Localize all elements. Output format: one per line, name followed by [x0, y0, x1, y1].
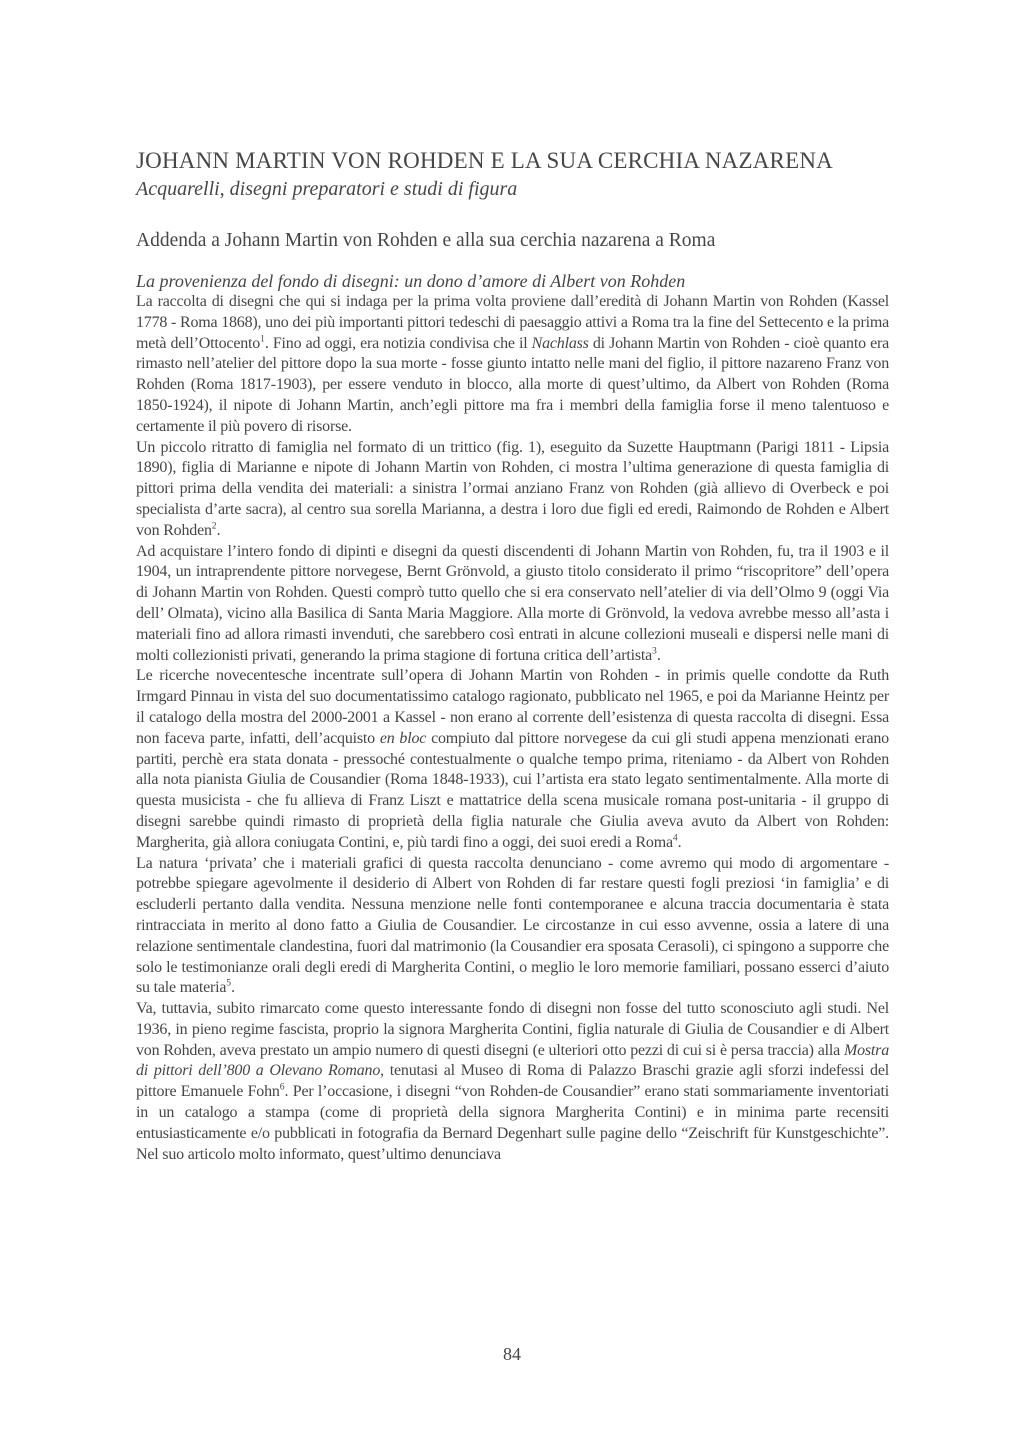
section-heading: La provenienza del fondo di disegni: un dono d’amore di Albert von Rohden [136, 271, 686, 291]
page-content [136, 146, 889, 1165]
paragraph: Le ricerche novecentesche incentrate sull’opera di Johann Martin von Rohden - in primis quelle condotte da Ruth Irmgard Pinnau in vista del suo documentatissimo catalogo ragionato, pubblicato nel 1965, e poi da Marianne Heintz per il catalogo della mostra del 2000-2001 a Kassel - non erano al corrente dell’esistenza di questa raccolta di disegni. Essa non faceva parte, infatti, dell’acquisto en bloc compiuto dal pittore norvegese da cui gli studi appena menzionati erano partiti, perchè era stata donata - pressoché contestualmente o qualche tempo prima, riteniamo - da Albert von Rohden alla nota pianista Giulia de Cousandier (Roma 1848-1933), cui l’artista era stato legato sentimentalmente. Alla morte di questa musicista - che fu allieva di Franz Liszt e mattatrice della scena musicale romana post-unitaria - il gruppo di disegni sarebbe quindi rimasto di proprietà della figlia naturale che Giulia aveva avuto da Albert von Rohden: Margherita, già allora coniugata Contini, e, più tardi fino a oggi, dei suoi eredi a Roma$^4$. [136, 667, 889, 851]
paragraph: La raccolta di disegni che qui si indaga per la prima volta proviene dall’eredità di Johann Martin von Rohden (Kassel 1778 - Roma 1868), uno dei più importanti pittori tedeschi di paesaggio attivi a Roma tra la fine del Settecento e la prima metà dell’Ottocento$^1$. Fino ad oggi, era notizia condivisa che il Nachlass di Johann Martin von Rohden - cioè quanto era rimasto nell’atelier del pittore dopo la sua morte - fosse giunto intatto nelle mani del figlio, il pittore nazareno Franz von Rohden (Roma 1817-1903), per essere venduto in blocco, alla morte di quest’ultimo, da Albert von Rohden (Roma 1850-1924), il nipote di Johann Martin, anch’egli pittore ma fra i membri della famiglia forse il meno talentuoso e certamente il più povero di risorse. [136, 293, 889, 435]
paragraph: La natura ‘privata’ che i materiali grafici di questa raccolta denunciano - come avremo qui modo di argomentare - potrebbe spiegare agevolmente il desiderio di Albert von Rohden di far restare questi fogli preziosi ‘in famiglia’ e di escluderli pertanto dalla vendita. Nessuna menzione nelle fonti contemporanee e alcuna traccia documentaria è stata rintracciata in merito al dono fatto a Giulia de Cousandier. Le circostanze in cui esso avvenne, ossia a latere di una relazione sentimentale clandestina, fuori dal matrimonio (la Cousandier era sposata Cerasoli), ci spingono a supporre che solo le testimonianze orali degli eredi di Margherita Contini, o meglio le loro memorie familiari, possano esserci d’aiuto su tale materia$^5$. [136, 854, 889, 997]
paragraph: Va, tuttavia, subito rimarcato come questo interessante fondo di disegni non fosse del tutto sconosciuto agli studi. Nel 1936, in pieno regime fascista, proprio la signora Margherita Contini, figlia naturale di Giulia de Cousandier e di Albert von Rohden, aveva prestato un ampio numero di questi disegni (e ulteriori otto pezzi di cui si è persa traccia) alla Mostra di pittori dell’800 a Olevano Romano, tenutasi al Museo di Roma di Palazzo Braschi grazie agli sforzi indefessi del pittore Emanuele Fohn$^6$. Per l’occasione, i disegni “von Rohden-de Cousandier” erano stati sommariamente inventoriati in un catalogo a stampa (come di proprietà della signora Margherita Contini) e in minima parte recensiti entusiasticamente e/o pubblicati in fotografia da Bernard Degenhart sulle pagine dello “Zeischrift für Kunstgeschichte”. Nel suo articolo molto informato, quest’ultimo denunciava [136, 1000, 890, 1163]
article-body [136, 292, 889, 1165]
addenda-line: Addenda a Johann Martin von Rohden e alla sua cerchia nazarena a Roma [136, 230, 716, 251]
article-title: JOHANN MARTIN VON ROHDEN E LA SUA CERCHIA NAZARENA [136, 148, 833, 173]
article-subtitle: Acquarelli, disegni preparatori e studi di figura [136, 178, 518, 200]
paragraph: Un piccolo ritratto di famiglia nel formato di un trittico (fig. 1), eseguito da Suzette Hauptmann (Parigi 1811 - Lipsia 1890), figlia di Marianne e nipote di Johann Martin von Rohden, ci mostra l’ultima generazione di questa famiglia di pittori prima della vendita dei materiali: a sinistra l’ormai anziano Franz von Rohden (già allievo di Overbeck e poi specialista d’arte sacra), al centro sua sorella Marianna, a destra i loro due figli ed eredi, Raimondo de Rohden e Albert von Rohden$^2$. [136, 438, 889, 539]
paragraph: Ad acquistare l’intero fondo di dipinti e disegni da questi discendenti di Johann Martin von Rohden, fu, tra il 1903 e il 1904, un intraprendente pittore norvegese, Bernt Grönvold, a giusto titolo considerato il primo “riscopritore” dell’opera di Johann Martin von Rohden. Questi comprò tutto quello che si era conservato nell’atelier di via dell’Olmo 9 (oggi Via dell’ Olmata), vicino alla Basilica di Santa Maria Maggiore. Alla morte di Grönvold, la vedova avrebbe messo all’asta i materiali fino ad allora rimasti invenduti, che sarebbero così entrati in alcune collezioni museali e dispersi nelle mani di molti collezionisti privati, generando la prima stagione di fortuna critica dell’artista$^3$. [136, 542, 889, 664]
page-number: 84 [503, 1344, 521, 1364]
